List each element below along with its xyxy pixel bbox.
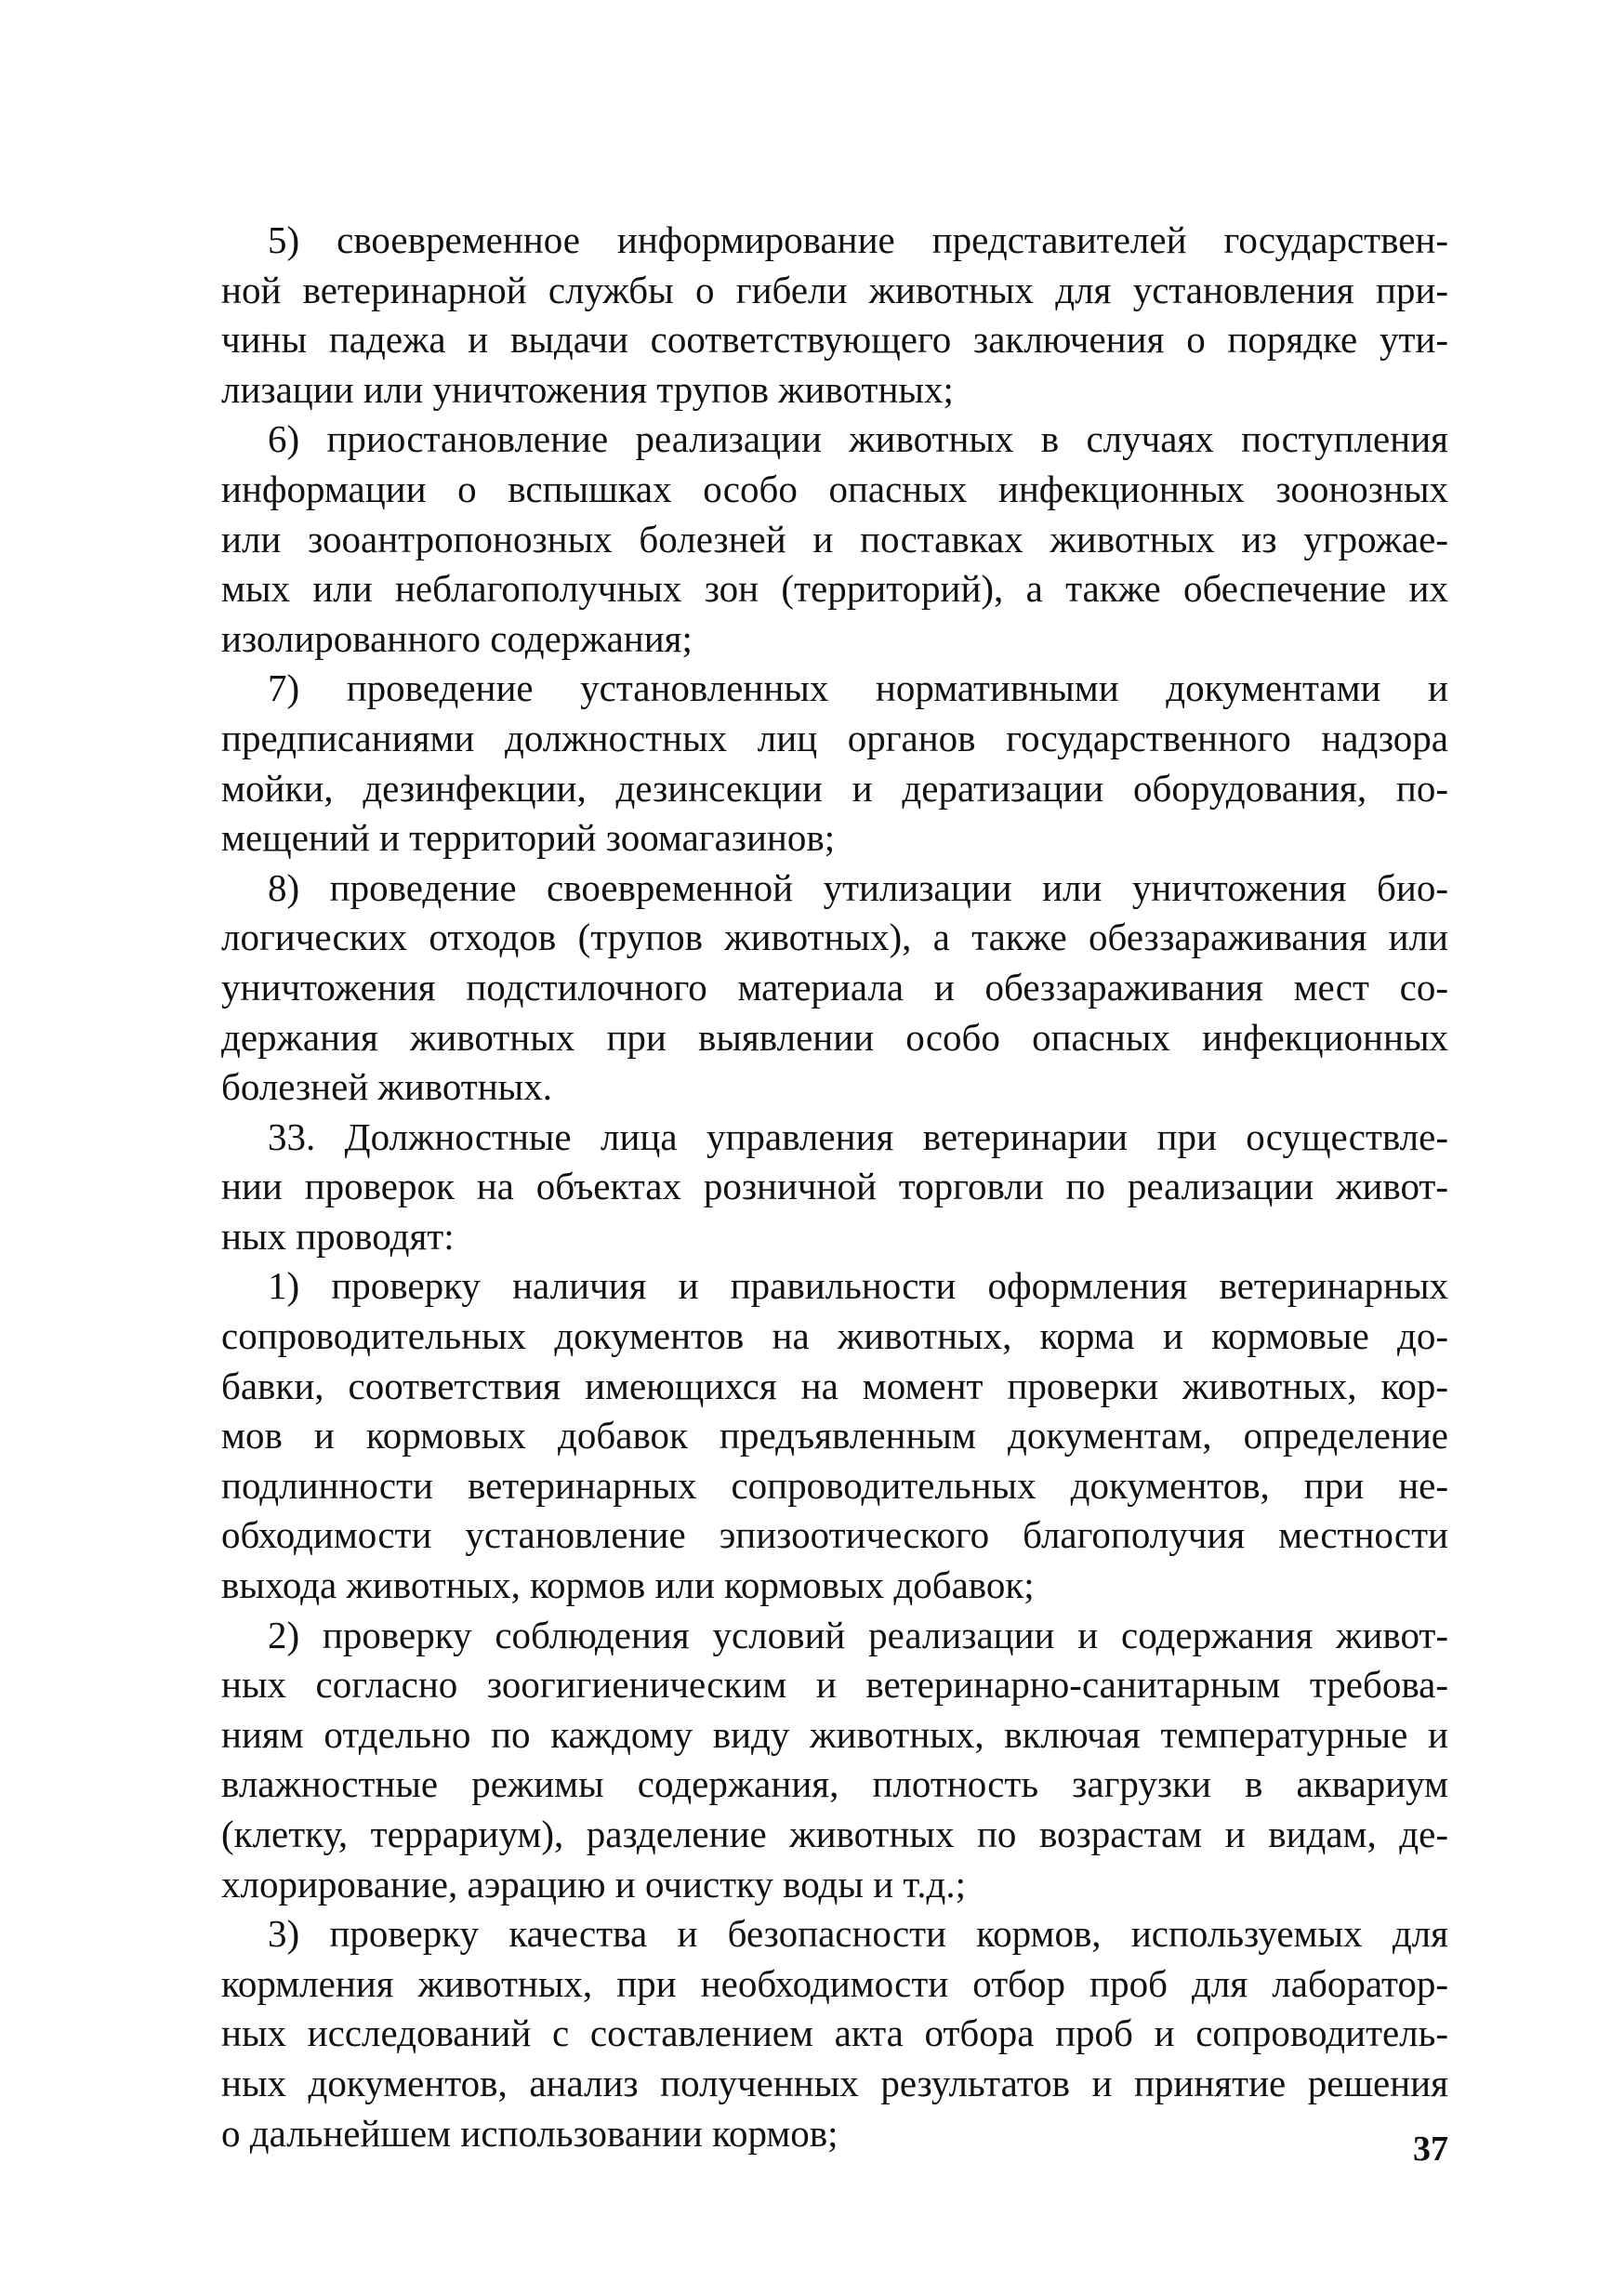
text-line: ных документов, анализ полученных результатов и принятие решения bbox=[221, 2061, 1448, 2104]
text-line: ной ветеринарной службы о гибели животных для установления при- bbox=[221, 268, 1448, 311]
text-line: мойки, дезинфекции, дезинсекции и дератизации оборудования, по- bbox=[221, 766, 1448, 810]
text-line: о дальнейшем использовании кормов; bbox=[221, 2111, 838, 2155]
text-line: держания животных при выявлении особо опасных инфекционных bbox=[221, 1015, 1448, 1059]
text-line: 6) приостановление реализации животных в случаях поступления bbox=[268, 417, 1448, 461]
paragraph-item-3 bbox=[175, 1909, 1448, 2158]
paragraph-section-33 bbox=[175, 1113, 1448, 1262]
text-line: болезней животных. bbox=[221, 1065, 552, 1109]
text-line: (клетку, террариум), разделение животных по возрастам и видам, де- bbox=[221, 1813, 1448, 1855]
text-line: изолированного содержания; bbox=[221, 616, 693, 660]
text-line: нии проверок на объектах розничной торговли по реализации живот- bbox=[221, 1165, 1448, 1208]
text-line: 2) проверку соблюдения условий реализации и содержания живот- bbox=[268, 1613, 1448, 1656]
body-text bbox=[175, 216, 1448, 2158]
text-line: подлинности ветеринарных сопроводительных документов, при не- bbox=[221, 1463, 1448, 1507]
text-line: обходимости установление эпизоотического благополучия местности bbox=[221, 1513, 1448, 1557]
text-line: уничтожения подстилочного материала и обеззараживания мест со- bbox=[221, 965, 1448, 1009]
text-line: информации о вспышках особо опасных инфекционных зоонозных bbox=[221, 467, 1448, 510]
paragraph-item-6 bbox=[175, 415, 1448, 664]
paragraph-item-7 bbox=[175, 664, 1448, 863]
text-line: мещений и территорий зоомагазинов; bbox=[221, 816, 836, 860]
text-line: 3) проверку качества и безопасности кормов, используемых для bbox=[268, 1912, 1448, 1956]
text-line: ных согласно зоогигиеническим и ветеринарно-санитарным требова- bbox=[221, 1663, 1448, 1707]
text-line: мых или неблагополучных зон (территорий), а также обеспечение их bbox=[221, 567, 1448, 611]
text-line: сопроводительных документов на животных, корма и кормовые до- bbox=[221, 1314, 1448, 1358]
paragraph-item-1 bbox=[175, 1261, 1448, 1610]
text-line: чины падежа и выдачи соответствующего заключения о порядке ути- bbox=[221, 318, 1448, 362]
text-line: мов и кормовых добавок предъявленным документам, определение bbox=[221, 1414, 1448, 1457]
text-line: 7) проведение установленных нормативными документами и bbox=[268, 666, 1448, 710]
text-line: ных проводят: bbox=[221, 1214, 455, 1258]
paragraph-item-8 bbox=[175, 864, 1448, 1113]
text-line: 1) проверку наличия и правильности оформления ветеринарных bbox=[268, 1264, 1448, 1308]
text-line: 5) своевременное информирование представителей государствен- bbox=[268, 218, 1448, 261]
text-line: лизации или уничтожения трупов животных; bbox=[221, 367, 954, 411]
page-number: 37 bbox=[1413, 2130, 1448, 2169]
paragraph-item-5 bbox=[175, 216, 1448, 415]
text-line: хлорирование, аэрацию и очистку воды и т.д.; bbox=[221, 1862, 966, 1906]
text-line: влажностные режимы содержания, плотность загрузки в аквариум bbox=[221, 1762, 1448, 1806]
paragraph-item-2 bbox=[175, 1611, 1448, 1910]
text-line: ных исследований с составлением акта отбора проб и сопроводитель- bbox=[221, 2011, 1448, 2055]
text-line: или зооантропонозных болезней и поставках животных из угрожае- bbox=[221, 517, 1448, 561]
text-line: выхода животных, кормов или кормовых добавок; bbox=[221, 1563, 1035, 1607]
text-line: ниям отдельно по каждому виду животных, включая температурные и bbox=[221, 1712, 1448, 1756]
text-line: бавки, соответствия имеющихся на момент проверки животных, кор- bbox=[221, 1364, 1448, 1407]
text-line: логических отходов (трупов животных), а также обеззараживания или bbox=[221, 916, 1448, 959]
text-line: кормления животных, при необходимости отбор проб для лаборатор- bbox=[221, 1961, 1448, 2005]
text-line: 8) проведение своевременной утилизации или уничтожения био- bbox=[268, 865, 1448, 909]
text-line: 33. Должностные лица управления ветеринарии при осуществле- bbox=[268, 1115, 1448, 1158]
text-line: предписаниями должностных лиц органов государственного надзора bbox=[221, 716, 1448, 759]
